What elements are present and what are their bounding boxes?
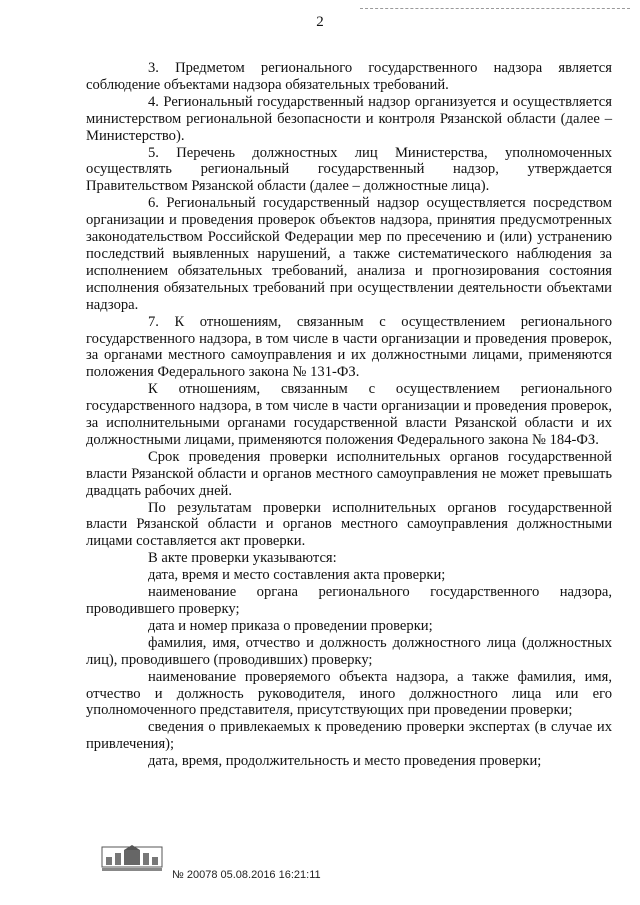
paragraph-4: 4. Региональный государственный надзор организуется и осуществляется министерством региональной безопасности и контроля Рязанской области (далее – Министерство). <box>86 93 612 144</box>
list-item: наименование проверяемого объекта надзора, а также фамилия, имя, отчество и должность руководителя, иного должностного лица или его уполномоченного представителя, присутствующих при проведении проверки; <box>86 668 612 719</box>
paragraph-inspection-term: Срок проведения проверки исполнительных органов государственной власти Рязанской области и органов местного самоуправления не может превышать двадцать рабочих дней. <box>86 448 612 499</box>
document-body <box>86 60 612 770</box>
list-item: дата, время и место составления акта проверки; <box>148 567 446 584</box>
list-item: дата, время, продолжительность и место проведения проверки; <box>148 753 542 770</box>
paragraph-6: 6. Региональный государственный надзор осуществляется посредством организации и проведения проверок объектов надзора, принятия предусмотренных законодательством Российской Федерации мер по пресечению и (или) устранению последствий выявленных нарушений, а также систематического наблюдения за исполнением обязательных требований, анализа и прогнозирования состояния исполнения обязательных требований при осуществлении деятельности объектами надзора. <box>86 195 612 313</box>
building-emblem-icon <box>100 843 164 873</box>
list-item: сведения о привлекаемых к проведению проверки экспертах (в случае их привлечения); <box>86 719 612 753</box>
document-registration-number: № 20078 05.08.2016 16:21:11 <box>172 869 321 881</box>
paragraph-inspection-act: По результатам проверки исполнительных органов государственной власти Рязанской области и органов местного самоуправления должностными лицами составляется акт проверки. <box>86 499 612 550</box>
paragraph-act-contents: В акте проверки указываются: <box>148 550 337 567</box>
list-item: наименование органа регионального государственного надзора, проводившего проверку; <box>86 584 612 617</box>
page-number: 2 <box>316 14 324 30</box>
top-scan-rule <box>360 8 630 9</box>
paragraph-3: 3. Предметом регионального государственного надзора является соблюдение объектами надзора обязательных требований. <box>86 60 612 93</box>
paragraph-184fz: К отношениям, связанным с осуществлением регионального государственного надзора, в том числе в части организации и проведения проверок, за исполнительными органами государственной власти Рязанской области и их должностными лицами, применяются положения Федерального закона № 184-ФЗ. <box>86 381 612 448</box>
list-item: дата и номер приказа о проведении проверки; <box>148 617 433 634</box>
document-footer <box>100 843 500 883</box>
paragraph-5: 5. Перечень должностных лиц Министерства, уполномоченных осуществлять региональный государственный надзор, утверждается Правительством Рязанской области (далее – должностные лица). <box>86 144 612 195</box>
paragraph-7: 7. К отношениям, связанным с осуществлением регионального государственного надзора, в том числе в части организации и проведения проверок, за органами местного самоуправления и их должностными лицами, применяются положения Федерального закона № 131-ФЗ. <box>86 313 612 381</box>
list-item: фамилия, имя, отчество и должность должностного лица (должностных лиц), проводившего (проводивших) проверку; <box>86 634 612 668</box>
